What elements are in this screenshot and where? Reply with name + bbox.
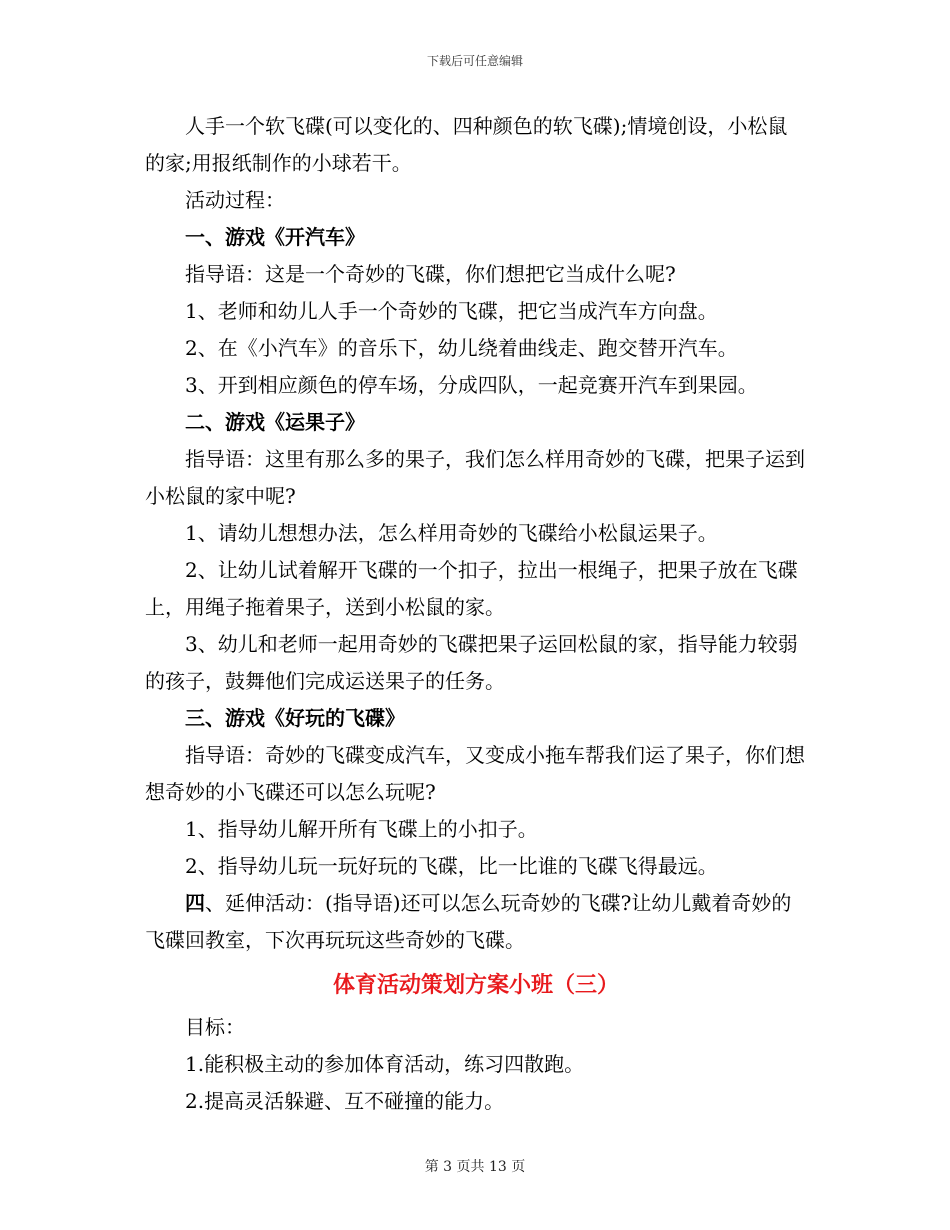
game-2-heading: 二、游戏《运果子》 [185,410,365,434]
game-1-step-3: 3、开到相应颜色的停车场，分成四队，一起竞赛开汽车到果园。 [185,373,758,397]
game-1-step-2: 2、在《小汽车》的音乐下，幼儿绕着曲线走、跑交替开汽车。 [185,336,738,360]
game-1-guide: 指导语：这是一个奇妙的飞碟，你们想把它当成什么呢? [185,262,676,286]
game-3-step-2: 2、指导幼儿玩一玩好玩的飞碟，比一比谁的飞碟飞得最远。 [185,854,718,878]
process-label: 活动过程： [185,188,285,212]
game-2-step-2: 2、让幼儿试着解开飞碟的一个扣子，拉出一根绳子，把果子放在飞碟上，用绳子拖着果子，送到小松鼠的家。 [145,558,798,619]
game-3-heading: 三、游戏《好玩的飞碟》 [185,706,405,730]
game-2-guide: 指导语：这里有那么多的果子，我们怎么样用奇妙的飞碟，把果子运到小松鼠的家中呢? [145,447,805,508]
goal-2: 2.提高灵活躲避、互不碰撞的能力。 [185,1089,505,1113]
game-2-step-3: 3、幼儿和老师一起用奇妙的飞碟把果子运回松鼠的家，指导能力较弱的孩子，鼓舞他们完成运送果子的任务。 [145,632,798,693]
materials-paragraph: 人手一个软飞碟(可以变化的、四种颜色的软飞碟);情境创设，小松鼠的家;用报纸制作的小球若干。 [145,114,788,175]
game-2-step-1: 1、请幼儿想想办法，怎么样用奇妙的飞碟给小松鼠运果子。 [185,521,718,545]
goals-label: 目标： [185,1015,245,1039]
section-title: 体育活动策划方案小班（三） [332,972,619,998]
extension-number: 四 [185,891,205,915]
document-body [145,108,807,1120]
extension-paragraph [145,885,807,959]
game-1-step-1: 1、老师和幼儿人手一个奇妙的飞碟，把它当成汽车方向盘。 [185,299,718,323]
game-1-heading: 一、游戏《开汽车》 [185,225,365,249]
goal-1: 1.能积极主动的参加体育活动，练习四散跑。 [185,1052,585,1076]
page-footer: 第 3 页共 13 页 [424,1159,526,1175]
game-3-guide: 指导语：奇妙的飞碟变成汽车，又变成小拖车帮我们运了果子，你们想想奇妙的小飞碟还可以怎么玩呢? [145,743,805,804]
extension-text: 、延伸活动：(指导语)还可以怎么玩奇妙的飞碟?让幼儿戴着奇妙的飞碟回教室，下次再玩玩这些奇妙的飞碟。 [145,891,792,952]
game-3-step-1: 1、指导幼儿解开所有飞碟上的小扣子。 [185,817,538,841]
page-header: 下载后可任意编辑 [426,54,523,68]
